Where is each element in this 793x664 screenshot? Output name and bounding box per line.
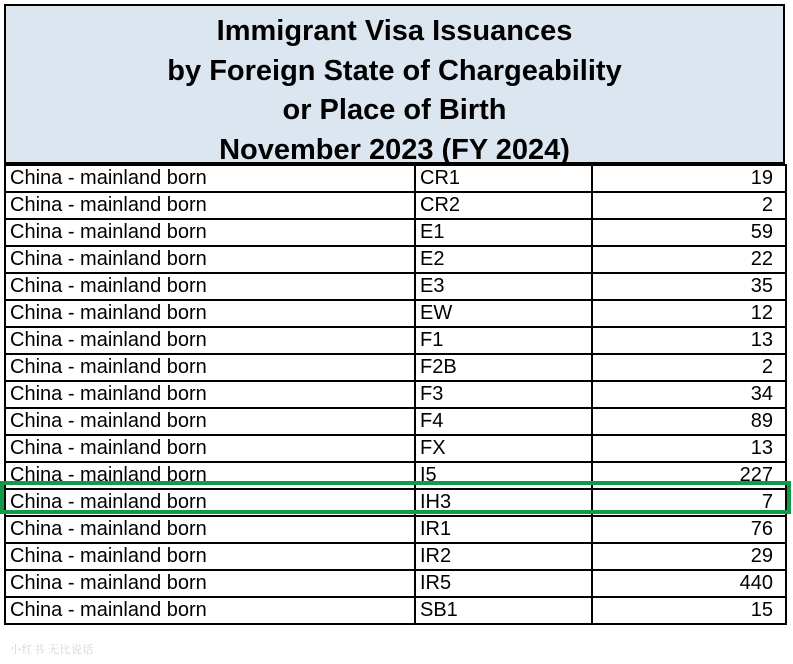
table-row [5,489,786,516]
table-row [5,273,786,300]
visa-class-cell: CR1 [415,165,592,192]
issuance-count-cell: 15 [592,597,786,624]
issuance-count-cell: 22 [592,246,786,273]
country-cell: China - mainland born [5,300,415,327]
issuance-count-cell: 2 [592,192,786,219]
country-cell: China - mainland born [5,543,415,570]
issuance-count-cell: 13 [592,327,786,354]
issuance-count-cell: 89 [592,408,786,435]
watermark: 小红书 无比说话 [10,644,95,656]
country-cell: China - mainland born [5,354,415,381]
issuance-count-cell: 13 [592,435,786,462]
issuance-count-cell: 19 [592,165,786,192]
title-line-1: Immigrant Visa Issuances [216,15,573,47]
country-cell: China - mainland born [5,273,415,300]
visa-class-cell: E3 [415,273,592,300]
table-row [5,354,786,381]
table-row [5,327,786,354]
table-row [5,597,786,624]
visa-class-cell: FX [415,435,592,462]
table-row [5,219,786,246]
visa-class-cell: E1 [415,219,592,246]
table-row [5,192,786,219]
visa-class-cell: IR2 [415,543,592,570]
visa-class-cell: F3 [415,381,592,408]
issuance-count-cell: 440 [592,570,786,597]
country-cell: China - mainland born [5,246,415,273]
table-row [5,516,786,543]
table-row [5,408,786,435]
country-cell: China - mainland born [5,570,415,597]
visa-class-cell: IH3 [415,489,592,516]
report-header [4,4,785,164]
country-cell: China - mainland born [5,165,415,192]
title-line-2: by Foreign State of Chargeability [167,54,622,87]
visa-class-cell: CR2 [415,192,592,219]
visa-class-cell: F4 [415,408,592,435]
country-cell: China - mainland born [5,489,415,516]
country-cell: China - mainland born [5,381,415,408]
visa-class-cell: EW [415,300,592,327]
country-cell: China - mainland born [5,327,415,354]
country-cell: China - mainland born [5,516,415,543]
table-row [5,570,786,597]
title-line-3: or Place of Birth [282,94,507,126]
issuance-count-cell: 12 [592,300,786,327]
issuance-count-cell: 34 [592,381,786,408]
visa-class-cell: I5 [415,462,592,489]
title-line-4: November 2023 (FY 2024) [219,133,570,166]
table-row [5,435,786,462]
issuance-count-cell: 2 [592,354,786,381]
visa-class-cell: IR5 [415,570,592,597]
visa-class-cell: SB1 [415,597,592,624]
issuance-count-cell: 29 [592,543,786,570]
table-row [5,381,786,408]
country-cell: China - mainland born [5,462,415,489]
issuance-count-cell: 76 [592,516,786,543]
visa-class-cell: F1 [415,327,592,354]
issuance-count-cell: 227 [592,462,786,489]
visa-issuance-table [4,164,787,625]
visa-class-cell: E2 [415,246,592,273]
country-cell: China - mainland born [5,192,415,219]
issuance-count-cell: 35 [592,273,786,300]
country-cell: China - mainland born [5,219,415,246]
visa-report-sheet [4,4,785,625]
visa-class-cell: IR1 [415,516,592,543]
country-cell: China - mainland born [5,408,415,435]
issuance-count-cell: 7 [592,489,786,516]
table-row [5,543,786,570]
visa-class-cell: F2B [415,354,592,381]
visa-table-body [5,165,786,624]
table-row [5,246,786,273]
table-row [5,300,786,327]
table-row [5,462,786,489]
country-cell: China - mainland born [5,435,415,462]
issuance-count-cell: 59 [592,219,786,246]
country-cell: China - mainland born [5,597,415,624]
